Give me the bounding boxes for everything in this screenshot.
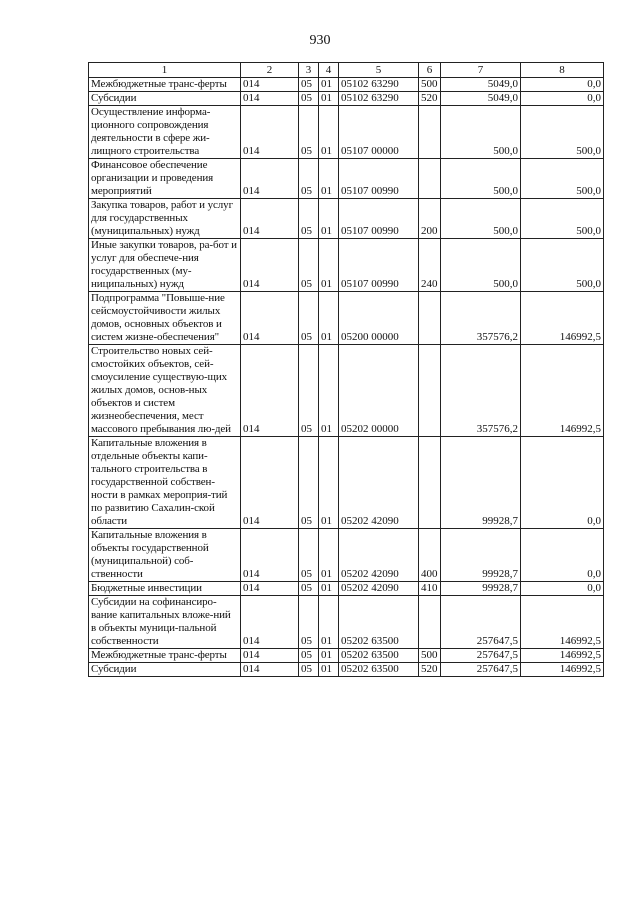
row-subsection-code: 01	[319, 292, 339, 345]
row-amount-2: 146992,5	[521, 663, 604, 677]
row-expense-type: 410	[419, 582, 441, 596]
row-subsection-code: 01	[319, 663, 339, 677]
row-amount-1: 257647,5	[441, 649, 521, 663]
row-subsection-code: 01	[319, 529, 339, 582]
row-expense-type: 500	[419, 649, 441, 663]
row-section-code: 05	[299, 663, 319, 677]
row-amount-2: 146992,5	[521, 292, 604, 345]
row-section-code: 05	[299, 596, 319, 649]
row-chapter-code: 014	[241, 649, 299, 663]
row-section-code: 05	[299, 345, 319, 437]
table-row	[89, 199, 604, 239]
row-amount-1: 5049,0	[441, 78, 521, 92]
row-subsection-code: 01	[319, 596, 339, 649]
page-number: 930	[309, 33, 331, 48]
row-amount-2: 146992,5	[521, 649, 604, 663]
row-amount-1: 500,0	[441, 199, 521, 239]
row-name: Иные закупки товаров, ра-бот и услуг для обеспече-ния государственных (му-ниципальных) нужд	[89, 239, 241, 292]
row-expense-type	[419, 596, 441, 649]
row-section-code: 05	[299, 437, 319, 529]
row-chapter-code: 014	[241, 663, 299, 677]
header-col-2: 2	[241, 63, 299, 78]
table-row	[89, 649, 604, 663]
row-target-article: 05102 63290	[339, 78, 419, 92]
table-row	[89, 292, 604, 345]
table-row	[89, 106, 604, 159]
row-amount-2: 500,0	[521, 106, 604, 159]
row-chapter-code: 014	[241, 159, 299, 199]
row-name: Субсидии на софинансиро-вание капитальных вложе-ний в объекты муници-пальной собственности	[89, 596, 241, 649]
row-section-code: 05	[299, 239, 319, 292]
row-amount-2: 500,0	[521, 239, 604, 292]
row-amount-1: 99928,7	[441, 529, 521, 582]
row-target-article: 05102 63290	[339, 92, 419, 106]
row-chapter-code: 014	[241, 345, 299, 437]
row-target-article: 05202 63500	[339, 663, 419, 677]
row-amount-1: 99928,7	[441, 582, 521, 596]
row-chapter-code: 014	[241, 596, 299, 649]
table-row	[89, 159, 604, 199]
row-expense-type: 500	[419, 78, 441, 92]
header-row	[89, 63, 604, 78]
row-section-code: 05	[299, 199, 319, 239]
row-amount-2: 146992,5	[521, 596, 604, 649]
row-subsection-code: 01	[319, 582, 339, 596]
row-name: Капитальные вложения в объекты государственной (муниципальной) соб-ственности	[89, 529, 241, 582]
row-section-code: 05	[299, 106, 319, 159]
row-section-code: 05	[299, 78, 319, 92]
header-col-7: 7	[441, 63, 521, 78]
header-col-8: 8	[521, 63, 604, 78]
row-name: Капитальные вложения в отдельные объекты капи-тального строительства в государственной собствен-ности в рамках мероприя-тий по развитию Сахалин-ской области	[89, 437, 241, 529]
row-chapter-code: 014	[241, 199, 299, 239]
row-chapter-code: 014	[241, 529, 299, 582]
row-target-article: 05107 00990	[339, 159, 419, 199]
row-name: Субсидии	[89, 92, 241, 106]
table-row	[89, 529, 604, 582]
header-col-4: 4	[319, 63, 339, 78]
row-amount-1: 500,0	[441, 106, 521, 159]
row-expense-type	[419, 437, 441, 529]
row-amount-2: 500,0	[521, 199, 604, 239]
row-chapter-code: 014	[241, 239, 299, 292]
row-name: Межбюджетные транс-ферты	[89, 649, 241, 663]
row-amount-2: 0,0	[521, 78, 604, 92]
row-name: Межбюджетные транс-ферты	[89, 78, 241, 92]
row-expense-type: 400	[419, 529, 441, 582]
header-col-1: 1	[89, 63, 241, 78]
row-section-code: 05	[299, 529, 319, 582]
table-row	[89, 239, 604, 292]
row-target-article: 05202 42090	[339, 529, 419, 582]
row-target-article: 05202 42090	[339, 437, 419, 529]
row-expense-type	[419, 106, 441, 159]
row-expense-type	[419, 159, 441, 199]
row-chapter-code: 014	[241, 92, 299, 106]
budget-table	[88, 62, 604, 677]
row-section-code: 05	[299, 92, 319, 106]
row-amount-1: 357576,2	[441, 292, 521, 345]
row-amount-2: 0,0	[521, 92, 604, 106]
row-section-code: 05	[299, 292, 319, 345]
row-amount-2: 146992,5	[521, 345, 604, 437]
table-row	[89, 596, 604, 649]
row-target-article: 05107 00000	[339, 106, 419, 159]
row-expense-type: 520	[419, 663, 441, 677]
row-section-code: 05	[299, 159, 319, 199]
row-chapter-code: 014	[241, 292, 299, 345]
row-subsection-code: 01	[319, 199, 339, 239]
row-amount-1: 5049,0	[441, 92, 521, 106]
row-section-code: 05	[299, 582, 319, 596]
row-target-article: 05202 63500	[339, 596, 419, 649]
row-subsection-code: 01	[319, 159, 339, 199]
row-name: Закупка товаров, работ и услуг для государственных (муниципальных) нужд	[89, 199, 241, 239]
row-amount-1: 500,0	[441, 159, 521, 199]
row-amount-2: 0,0	[521, 582, 604, 596]
row-expense-type: 240	[419, 239, 441, 292]
row-chapter-code: 014	[241, 582, 299, 596]
row-amount-2: 500,0	[521, 159, 604, 199]
table-row	[89, 437, 604, 529]
row-amount-1: 257647,5	[441, 596, 521, 649]
row-name: Подпрограмма "Повыше-ние сейсмоустойчивости жилых домов, основных объектов и систем жизне-обеспечения"	[89, 292, 241, 345]
table-row	[89, 582, 604, 596]
row-subsection-code: 01	[319, 78, 339, 92]
row-target-article: 05107 00990	[339, 199, 419, 239]
row-expense-type: 200	[419, 199, 441, 239]
row-amount-2: 0,0	[521, 529, 604, 582]
row-subsection-code: 01	[319, 437, 339, 529]
row-amount-1: 500,0	[441, 239, 521, 292]
row-name: Строительство новых сей-смостойких объектов, сей-смоусиление существую-щих жилых домов, основ-ных объектов и систем жизнеобеспечения, мест массового пребывания лю-дей	[89, 345, 241, 437]
row-subsection-code: 01	[319, 239, 339, 292]
row-amount-1: 257647,5	[441, 663, 521, 677]
table-row	[89, 78, 604, 92]
row-name: Осуществление информа-ционного сопровождения деятельности в сфере жи-лищного строительства	[89, 106, 241, 159]
row-target-article: 05202 00000	[339, 345, 419, 437]
row-target-article: 05202 63500	[339, 649, 419, 663]
row-name: Субсидии	[89, 663, 241, 677]
table-row	[89, 92, 604, 106]
row-target-article: 05200 00000	[339, 292, 419, 345]
row-name: Бюджетные инвестиции	[89, 582, 241, 596]
row-expense-type	[419, 345, 441, 437]
row-name: Финансовое обеспечение организации и проведения мероприятий	[89, 159, 241, 199]
row-subsection-code: 01	[319, 649, 339, 663]
header-col-3: 3	[299, 63, 319, 78]
row-expense-type	[419, 292, 441, 345]
header-col-6: 6	[419, 63, 441, 78]
row-subsection-code: 01	[319, 106, 339, 159]
row-amount-2: 0,0	[521, 437, 604, 529]
row-expense-type: 520	[419, 92, 441, 106]
row-amount-1: 357576,2	[441, 345, 521, 437]
row-subsection-code: 01	[319, 92, 339, 106]
table-row	[89, 345, 604, 437]
row-chapter-code: 014	[241, 437, 299, 529]
row-chapter-code: 014	[241, 106, 299, 159]
row-target-article: 05202 42090	[339, 582, 419, 596]
row-chapter-code: 014	[241, 78, 299, 92]
row-amount-1: 99928,7	[441, 437, 521, 529]
row-target-article: 05107 00990	[339, 239, 419, 292]
row-subsection-code: 01	[319, 345, 339, 437]
table-row	[89, 663, 604, 677]
row-section-code: 05	[299, 649, 319, 663]
header-col-5: 5	[339, 63, 419, 78]
